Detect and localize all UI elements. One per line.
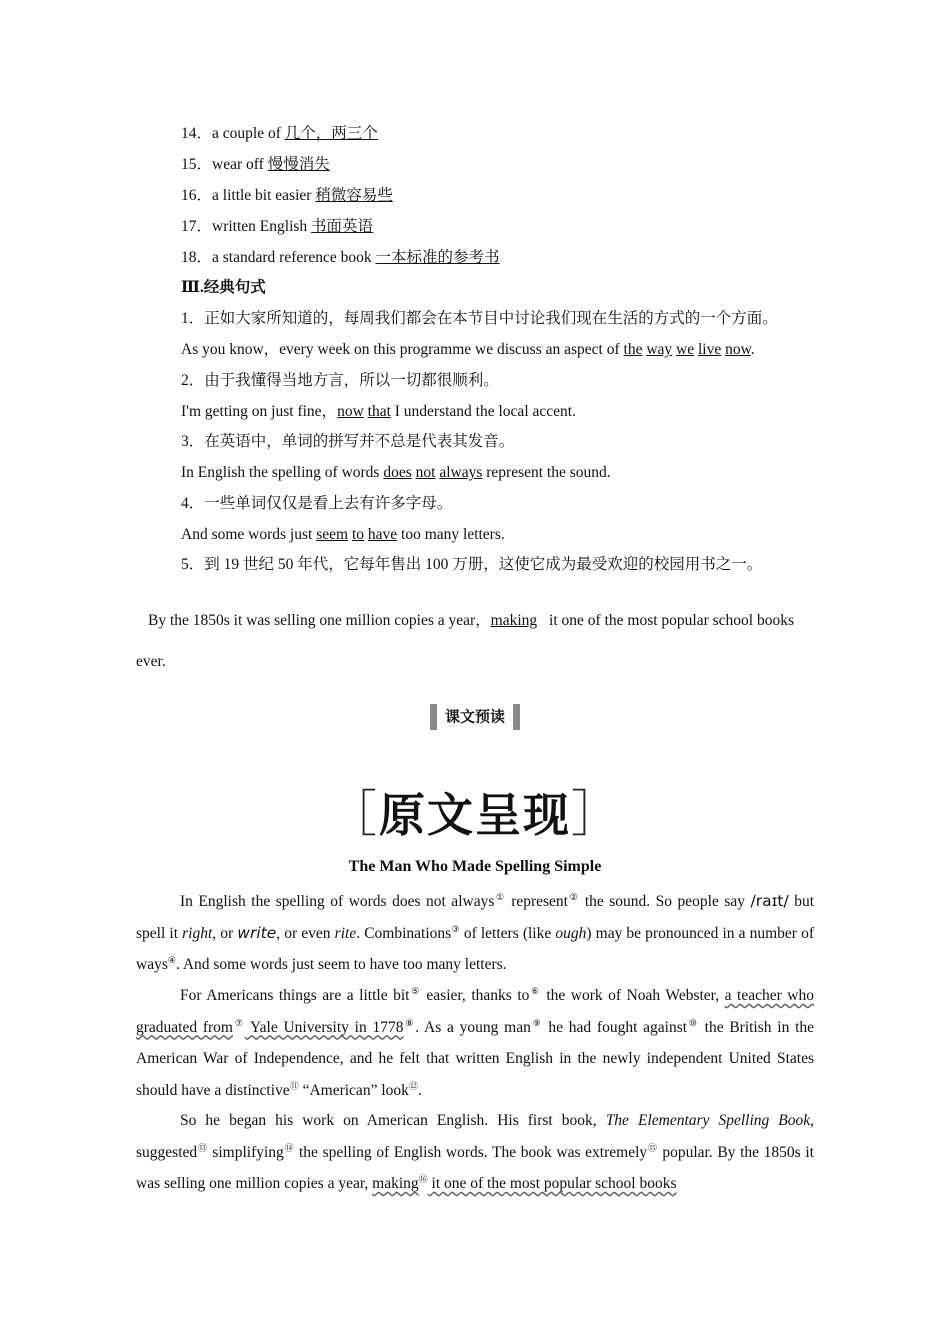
phrase-answer: 慢慢消失 (267, 156, 330, 173)
section-banner (0, 704, 950, 730)
banner-label: 课文预读 (444, 707, 505, 726)
sentence-text: . (750, 341, 755, 358)
sentence-text: represent the sound. (482, 464, 611, 481)
blank-answer: have (367, 526, 398, 543)
phrase-answer: 书面英语 (311, 218, 374, 235)
sentence-text: it one of the most popular school books ever. (136, 612, 795, 670)
note-marker: ③ (451, 923, 460, 934)
note-marker: ⑬ (197, 1142, 208, 1153)
text: . (417, 1081, 422, 1099)
note-marker: ④ (167, 955, 176, 965)
phrase-number: 14． (181, 125, 213, 142)
note-marker: ⑧ (403, 1017, 416, 1028)
text: he had fought against (542, 1018, 688, 1036)
sentence-english (181, 463, 611, 483)
sentence-chinese: 3．在英语中，单词的拼写并不总是代表其发音。 (181, 433, 515, 450)
text: ) may be pronounced in a number of ways (136, 924, 814, 973)
blank-answer: now (337, 403, 364, 420)
note-marker: ⑪ (289, 1080, 299, 1091)
text: In English the spelling of words does not always (180, 893, 495, 910)
text: the British in the American War of Independence, and he felt that written English in the newly independent United States should have a distinctive (136, 1018, 815, 1099)
phrase-answer: 几个，两三个 (284, 125, 378, 142)
phrase-item (181, 186, 393, 206)
title-text: 原文呈现 (379, 788, 571, 842)
phrase-item (181, 124, 378, 144)
note-marker: ⑩ (687, 1017, 699, 1028)
blank-answer: live (697, 341, 722, 358)
text: the spelling of English words. The book was extremely (294, 1143, 648, 1161)
phrase-number: 18． (181, 249, 213, 266)
text: the work of Noah Webster, (540, 987, 725, 1004)
article-title: The Man Who Made Spelling Simple (348, 858, 602, 875)
phrase-number: 15． (181, 156, 213, 173)
article-paragraph-2 (136, 980, 814, 1106)
sentence-chinese: 5．到 19 世纪 50 年代，它每年售出 100 万册，这使它成为最受欢迎的校园用书之一。 (181, 556, 763, 573)
title-bracket-open: ［ (327, 785, 379, 843)
banner-bar-right (513, 704, 520, 730)
blank-answer: way (646, 341, 673, 358)
blank-answer: does (383, 464, 412, 481)
phrase-answer: 一本标准的参考书 (375, 249, 500, 266)
sentence-english (136, 600, 814, 682)
blank-answer: always (439, 464, 483, 481)
sentence-text: I understand the local accent. (390, 403, 576, 420)
text: , or even (276, 924, 335, 942)
sentence-chinese: 1．正如大家所知道的，每周我们都会在本节目中讨论我们现在生活的方式的一个方面。 (181, 310, 778, 327)
phrase-english: written English (212, 218, 312, 235)
example-word: write (237, 923, 277, 942)
sentence-text: And some words just (181, 526, 317, 543)
phrase-number: 16． (181, 187, 213, 204)
blank-answer: making (490, 612, 538, 629)
note-marker: ⑮ (647, 1142, 658, 1153)
note-marker: ② (568, 892, 580, 902)
highlighted-phrase: making (372, 1175, 419, 1192)
phrase-item (181, 217, 373, 237)
example-word: right (182, 924, 213, 942)
sentence-text: As you know，every week on this programme we discuss an aspect of (181, 341, 624, 358)
text: easier, thanks to (420, 987, 530, 1004)
note-marker: ⑥ (529, 986, 541, 996)
phrase-english: wear off (212, 156, 268, 173)
text: “American” look (298, 1081, 409, 1099)
sentence-text: I'm getting on just fine， (181, 403, 338, 420)
banner-bar-left (430, 704, 437, 730)
note-marker: ⑯ (418, 1174, 428, 1184)
blank-answer: not (415, 464, 436, 481)
text: the sound. So people say (579, 893, 751, 910)
text: . As a young man (415, 1018, 531, 1036)
phrase-item (181, 248, 500, 268)
text: popular. By the 1850s it was selling one million copies a year, (136, 1143, 814, 1192)
sentence-text: too many letters. (397, 526, 505, 543)
article-paragraph-3 (136, 1105, 814, 1200)
example-word: ough (555, 924, 587, 942)
text: . And some words just seem to have too many letters. (175, 956, 507, 973)
sentence-chinese: 2．由于我懂得当地方言，所以一切都很顺利。 (181, 372, 499, 389)
example-word: rite (334, 924, 357, 942)
sentence-english (181, 340, 755, 360)
blank-answer: to (351, 526, 364, 543)
phrase-english: a couple of (212, 125, 285, 142)
phonetic: /raɪt/ (750, 892, 789, 910)
sentence-english (181, 525, 505, 545)
text: For Americans things are a little bit (180, 987, 410, 1004)
blank-answer: now (725, 341, 751, 358)
phrase-english: a standard reference book (212, 249, 376, 266)
text: , or (212, 924, 238, 942)
article-paragraph-1 (136, 886, 814, 981)
highlighted-phrase: Yale University in 1778 (244, 1018, 404, 1036)
text: simplifying (207, 1143, 284, 1161)
text: represent (505, 893, 568, 910)
note-marker: ⑫ (408, 1080, 418, 1091)
blank-answer: seem (316, 526, 349, 543)
blank-answer: that (367, 403, 391, 420)
blank-answer: we (676, 341, 695, 358)
text: of letters (like (459, 924, 556, 942)
note-marker: ⑭ (283, 1142, 295, 1153)
highlighted-phrase: a teacher who graduated from (136, 987, 814, 1036)
blank-answer: the (623, 341, 643, 358)
sentence-text: By the 1850s it was selling one million copies a year， (148, 612, 491, 629)
title-bracket-close: ］ (571, 785, 623, 843)
note-marker: ⑦ (233, 1017, 245, 1028)
note-marker: ⑤ (409, 986, 421, 996)
section-title (0, 782, 950, 847)
sentence-english (181, 402, 576, 422)
text: . Combinations (356, 924, 452, 942)
phrase-number: 17． (181, 218, 213, 235)
phrase-item (181, 155, 330, 175)
text: but spell it (136, 893, 814, 942)
sentence-chinese: 4．一些单词仅仅是看上去有许多字母。 (181, 495, 453, 512)
section-heading: Ⅲ.经典句式 (181, 279, 266, 296)
note-marker: ⑨ (530, 1017, 543, 1028)
phrase-english: a little bit easier (212, 187, 316, 204)
highlighted-phrase: it one of the most popular school books (427, 1175, 677, 1192)
text: So he began his work on American English. His first book, (180, 1112, 606, 1129)
book-title: The Elementary Spelling Book (605, 1112, 811, 1129)
text: , suggested (136, 1112, 815, 1161)
phrase-answer: 稍微容易些 (315, 187, 393, 204)
note-marker: ① (494, 892, 506, 902)
sentence-text: In English the spelling of words (181, 464, 384, 481)
